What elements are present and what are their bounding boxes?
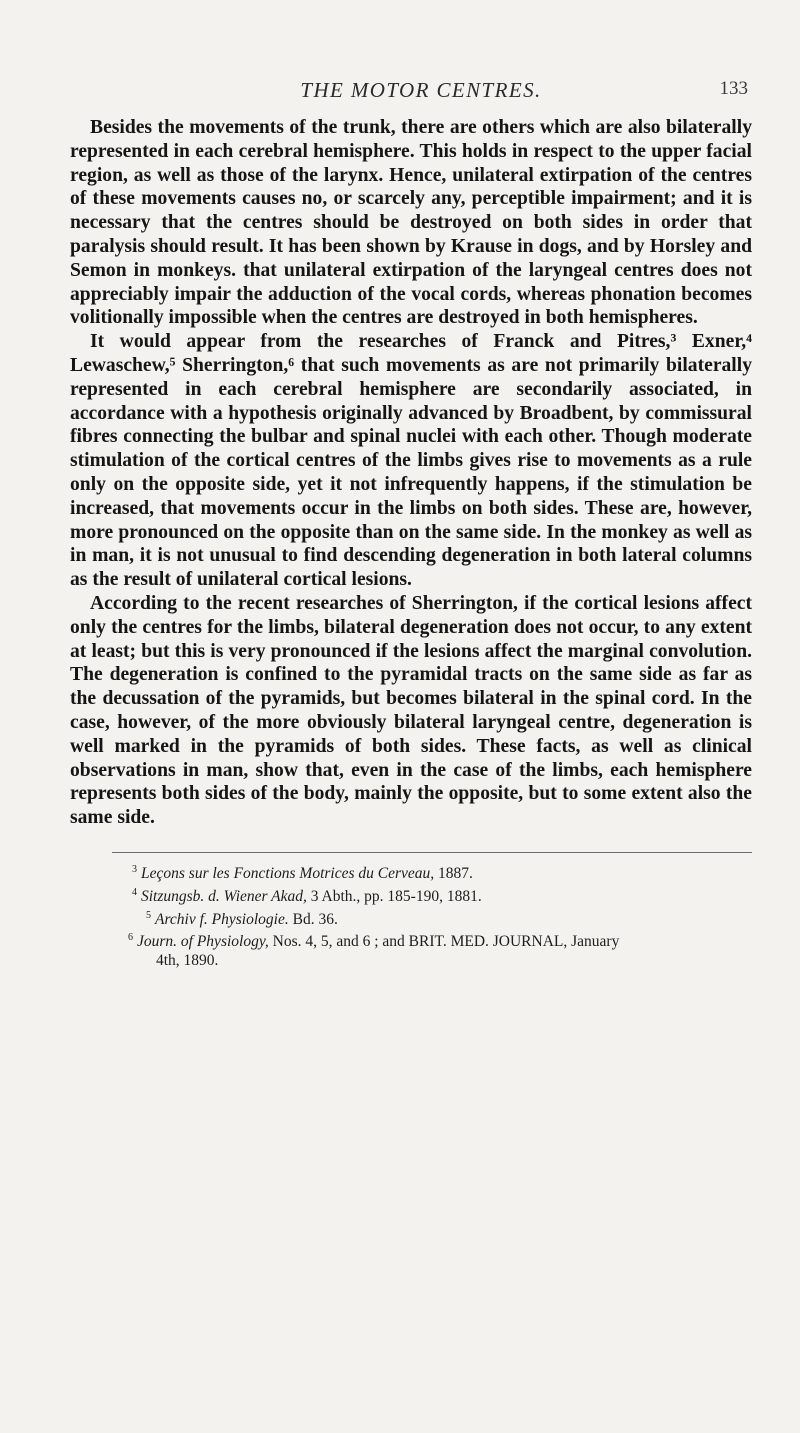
footnote-mark: 3 [132, 864, 137, 875]
footnote-4 [128, 884, 748, 907]
footnote-3 [128, 861, 748, 884]
running-head [94, 78, 748, 106]
footnote-6-continuation: 4th, 1890. [156, 952, 219, 969]
footnote-detail: Nos. 4, 5, and 6 ; and BRIT. MED. JOURNAL, January [268, 933, 620, 951]
footnote-detail: Bd. 36. [288, 910, 338, 928]
footnotes [128, 861, 748, 971]
body-text [70, 116, 752, 830]
footnote-title: Leçons sur les Fonctions Motrices du Cerveau, [141, 865, 435, 883]
paragraph-1: Besides the movements of the trunk, there are others which are also bilaterally represented in each cerebral hemisphere. This holds in respect to the upper facial region, as well as those of the larynx. Hence, unilateral extirpation of the centres of these movements causes no, or scarcely any, perceptible impairment; and it is necessary that the centres should be destroyed on both sides in order that paralysis should result. It has been shown by Krause in dogs, and by Horsley and Semon in monkeys. that unilateral extirpation of the laryngeal centres does not appreciably impair the adduction of the vocal cords, whereas phonation becomes volitionally impossible when the centres are destroyed in both hemispheres. [70, 117, 752, 329]
footnote-5 [128, 907, 748, 930]
paragraph-2: It would appear from the researches of Franck and Pitres,³ Exner,⁴ Lewaschew,⁵ Sherrington,⁶ that such movements as are not primarily bilaterally represented in each cerebral hemisphere are secondarily associated, in accordance with a hypothesis originally advanced by Broadbent, by commissural fibres connecting the bulbar and spinal nuclei with each other. Though moderate stimulation of the cortical centres of the limbs gives rise to movements as a rule only on the opposite side, yet it not infrequently happens, if the stimulation be increased, that movements occur in the limbs on both sides. These are, however, more pronounced on the opposite than on the same side. In the monkey as well as in man, it is not unusual to find descending degeneration in both lateral columns as the result of unilateral cortical lesions. [70, 331, 752, 591]
footnote-divider [112, 852, 752, 853]
paragraph-3: According to the recent researches of Sherrington, if the cortical lesions affect only the centres for the limbs, bilateral degeneration does not occur, to any extent at least; but this is very pronounced if the lesions affect the marginal convolution. The degeneration is confined to the pyramidal tracts on the same side as far as the decussation of the pyramids, but becomes bilateral in the spinal cord. In the case, however, of the more obviously bilateral laryngeal centre, degeneration is well marked in the pyramids of both sides. These facts, as well as clinical observations in man, show that, even in the case of the limbs, each hemisphere represents both sides of the body, mainly the opposite, but to some extent also the same side. [70, 592, 752, 829]
running-title: THE MOTOR CENTRES. [300, 78, 542, 102]
footnote-detail: 1887. [434, 865, 473, 883]
footnote-title: Archiv f. Physiologie. [155, 910, 289, 928]
footnote-title: Sitzungsb. d. Wiener Akad, [141, 887, 307, 905]
page-number: 133 [719, 78, 748, 99]
footnote-title: Journ. of Physiology, [137, 933, 269, 951]
footnote-mark: 4 [132, 886, 137, 898]
footnote-detail: 3 Abth., pp. 185-190, 1881. [306, 887, 482, 905]
footnote-6 [128, 929, 748, 952]
footnote-mark: 5 [146, 909, 151, 921]
footnote-mark: 6 [128, 932, 133, 944]
